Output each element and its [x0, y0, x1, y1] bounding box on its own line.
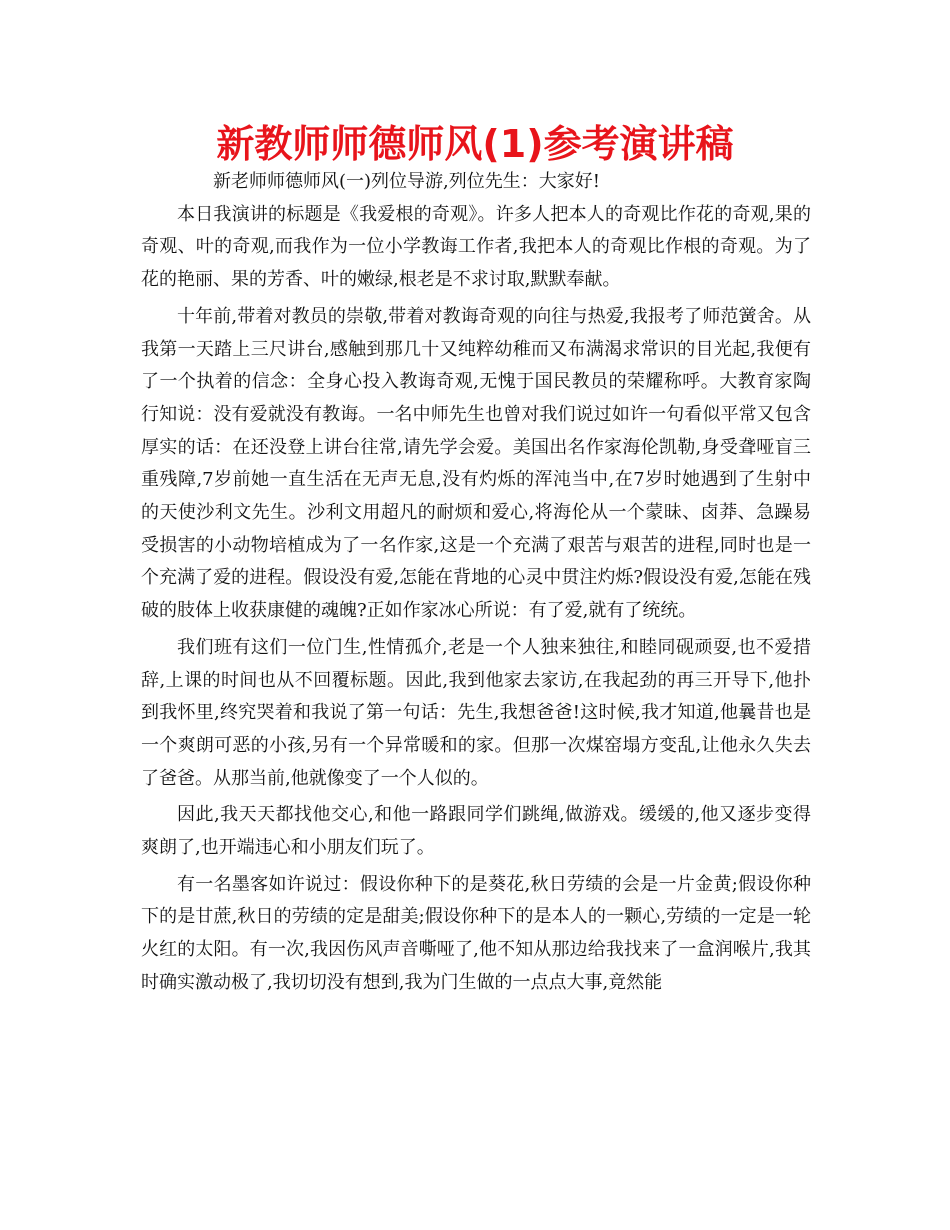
document-body: [141, 166, 811, 1000]
paragraph-daily-talks: 因此,我天天都找他交心,和他一路跟同学们跳绳,做游戏。缓缓的,他又逐步变得爽朗了,也开端违心和小朋友们玩了。: [141, 804, 811, 859]
paragraph-poet-quote: 有一名墨客如许说过：假设你种下的是葵花,秋日劳绩的会是一片金黄;假设你种下的是甘蔗,秋日的劳绩的定是甜美;假设你种下的是本人的一颗心,劳绩的一定是一轮火红的太阳。有一次,我因伤风声音嘶哑了,他不知从那边给我找来了一盒润喉片,我其时确实激动极了,我切切没有想到,我为门生做的一点点大事,竟然能: [141, 873, 811, 993]
paragraph-ten-years-ago: 十年前,带着对教员的崇敬,带着对教诲奇观的向往与热爱,我报考了师范黉舍。从我第一天踏上三尺讲台,感触到那几十又纯粹幼稚而又布满渴求常识的目光起,我便有了一个执着的信念：全身心投入教诲奇观,无愧于国民教员的荣耀称呼。大教育家陶行知说：没有爱就没有教诲。一名中师先生也曾对我们说过如许一句看似平常又包含厚实的话：在还没登上讲台往常,请先学会爱。美国出名作家海伦凯勒,身受聋哑盲三重残障,7岁前她一直生活在无声无息,没有灼烁的浑沌当中,在7岁时她遇到了生射中的天使沙利文先生。沙利文用超凡的耐烦和爱心,将海伦从一个蒙昧、卤莽、急躁易受损害的小动物培植成为了一名作家,这是一个充满了艰苦与艰苦的进程,同时也是一个充满了爱的进程。假设没有爱,怎能在背地的心灵中贯注灼烁?假设没有爱,怎能在残破的肢体上收获康健的魂魄?正如作家冰心所说：有了爱,就有了统统。: [141, 305, 811, 622]
paragraph-topic: 本日我演讲的标题是《我爱根的奇观》。许多人把本人的奇观比作花的奇观,果的奇观、叶的奇观,而我作为一位小学教诲工作者,我把本人的奇观比作根的奇观。为了花的艳丽、果的芳香、叶的嫩绿,根老是不求讨取,默默奉献。: [141, 203, 811, 291]
paragraph-student-story: 我们班有这们一位门生,性情孤介,老是一个人独来独往,和睦同砚顽耍,也不爱措辞,上课的时间也从不回覆标题。因此,我到他家去家访,在我起劲的再三开导下,他扑到我怀里,终究哭着和我说了第一句话：先生,我想爸爸!这时候,我才知道,他曩昔也是一个爽朗可恶的小孩,另有一个异常暖和的家。但那一次煤窑塌方变乱,让他永久失去了爸爸。从那当前,他就像变了一个人似的。: [141, 636, 811, 789]
paragraph-greeting: 新老师师德师风(一)列位导游,列位先生：大家好!: [213, 171, 600, 192]
document-title: 新教师师德师风(1)参考演讲稿: [216, 122, 734, 166]
